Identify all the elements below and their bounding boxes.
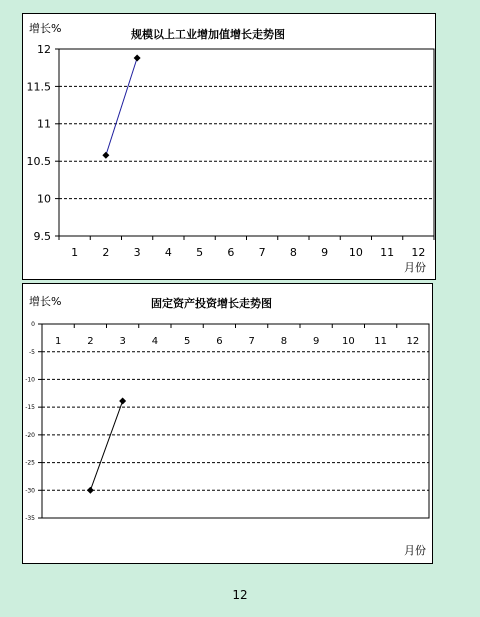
chart2-data-point: [87, 487, 94, 494]
chart1-xtick-label: 8: [289, 246, 297, 259]
chart1-series-line: [106, 58, 137, 155]
chart2-xtick-label: 6: [216, 336, 223, 347]
chart2-ytick-label: -30: [25, 487, 35, 495]
chart2-ytick-label: -15: [25, 404, 35, 412]
chart1-xtick-label: 10: [348, 246, 363, 259]
page-number: 12: [232, 588, 248, 602]
chart2-xtick-label: 10: [342, 336, 355, 347]
chart1-ytick-label: 10.5: [26, 155, 51, 169]
chart2-series-line: [90, 401, 122, 490]
industrial-value-added-chart: [22, 13, 436, 280]
chart1-data-point: [134, 54, 141, 61]
chart2-xtick-label: 1: [54, 336, 62, 347]
chart1-ytick-label: 10: [37, 192, 51, 206]
chart1-ylabel: 增长%: [29, 22, 62, 35]
chart2-xtick-label: 12: [406, 336, 420, 347]
chart2-ytick-label: -5: [29, 348, 35, 356]
chart1-xtick-label: 5: [196, 246, 204, 259]
chart1-xtick-label: 12: [411, 246, 426, 259]
chart1-ytick-label: 9.5: [33, 229, 51, 243]
fixed-asset-investment-chart: [22, 283, 433, 564]
chart2-data-point: [119, 398, 126, 405]
chart1-xtick-label: 7: [258, 246, 266, 259]
chart2-xtick-label: 7: [248, 336, 255, 347]
chart2-ytick-label: -10: [25, 376, 35, 384]
chart2-xtick-label: 11: [374, 336, 387, 347]
chart1-plot-border: [59, 49, 434, 236]
chart2-ytick-label: -20: [25, 431, 35, 439]
chart1-xtick-label: 9: [321, 246, 329, 259]
chart1-ytick-label: 12: [37, 42, 51, 56]
chart1-xtick-label: 1: [71, 246, 79, 259]
chart1-title: 规模以上工业增加值增长走势图: [131, 28, 285, 41]
chart1-ytick-label: 11: [37, 117, 51, 131]
chart2-xtick-label: 8: [280, 336, 288, 347]
chart1-xunit: 月份: [404, 261, 426, 274]
chart1-plot: [23, 14, 435, 279]
chart2-ytick-label: 0: [31, 321, 35, 329]
chart2-xtick-label: 3: [119, 336, 126, 347]
chart1-data-point: [102, 152, 109, 159]
chart1-ytick-label: 11.5: [26, 80, 51, 94]
chart2-xtick-label: 4: [151, 336, 159, 347]
chart1-xtick-label: 11: [380, 246, 395, 259]
chart2-xtick-label: 2: [87, 336, 94, 347]
chart2-plot-border: [42, 324, 429, 518]
chart2-title: 固定资产投资增长走势图: [151, 297, 272, 310]
chart2-xunit: 月份: [404, 544, 426, 557]
chart1-xtick-label: 2: [102, 246, 110, 259]
chart2-ylabel: 增长%: [29, 295, 62, 308]
chart2-xtick-label: 9: [312, 336, 320, 347]
chart2-xtick-label: 5: [183, 336, 191, 347]
chart1-xtick-label: 4: [164, 246, 172, 259]
chart1-xtick-label: 6: [227, 246, 235, 259]
chart1-xtick-label: 3: [133, 246, 141, 259]
chart2-plot: [23, 284, 432, 563]
chart2-ytick-label: -35: [25, 515, 35, 523]
chart2-ytick-label: -25: [25, 459, 35, 467]
